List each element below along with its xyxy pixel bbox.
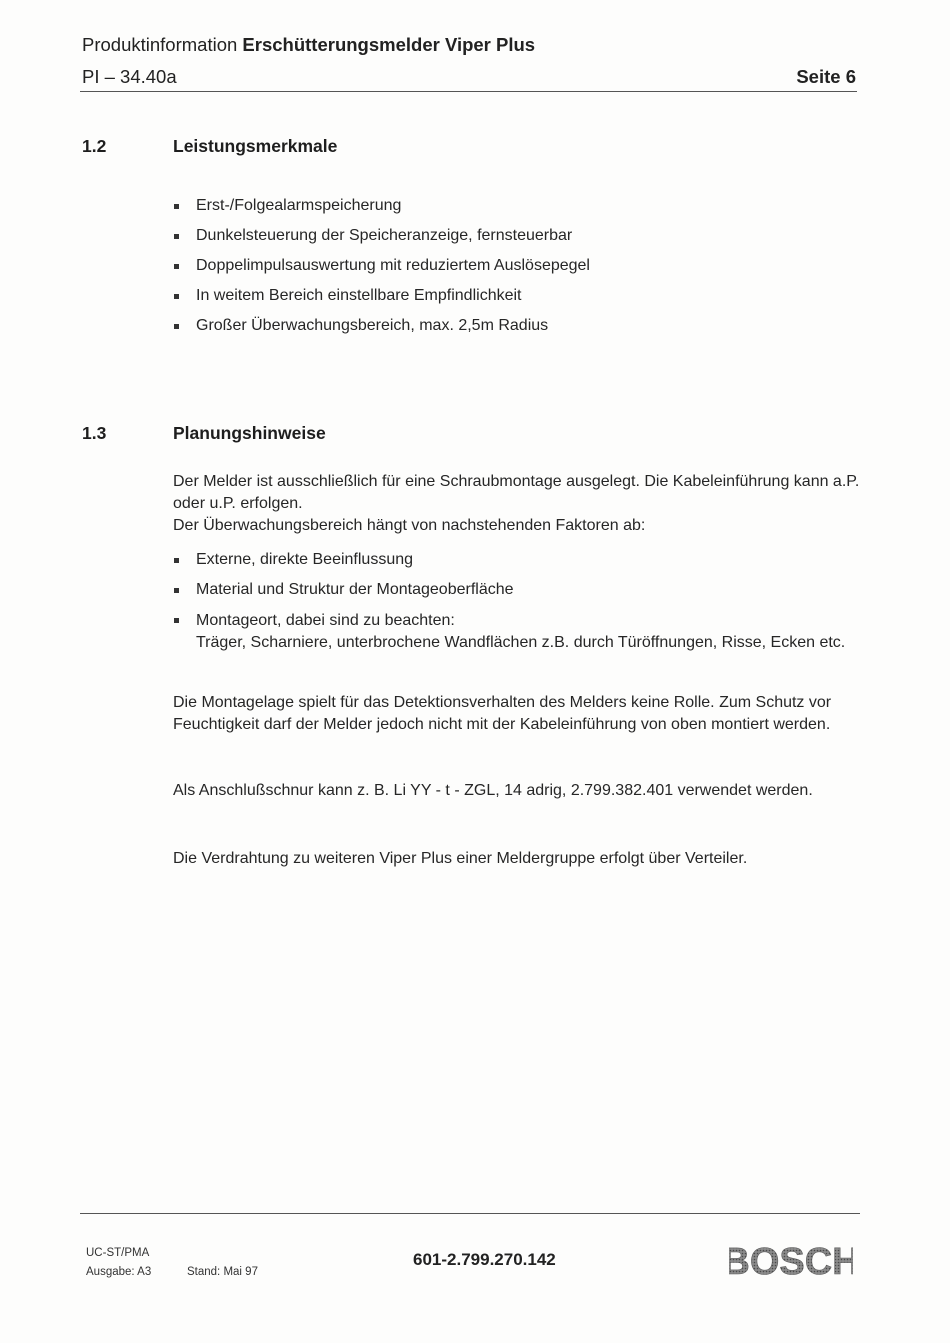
department-code: UC-ST/PMA	[86, 1247, 150, 1259]
features-list	[173, 196, 590, 336]
bosch-logo	[729, 1240, 853, 1285]
product-name: Erschütterungsmelder Viper Plus	[242, 34, 536, 55]
list-item-detail: Träger, Scharniere, unterbrochene Wandflächen z.B. durch Türöffnungen, Risse, Ecken etc.	[196, 633, 846, 651]
planning-intro: Der Melder ist ausschließlich für eine Schraubmontage ausgelegt. Die Kabeleinführung kann a.P. oder u.P. erfolgen.	[173, 473, 860, 512]
header-divider	[80, 91, 857, 92]
factors-list	[173, 550, 863, 653]
list-item	[173, 610, 863, 653]
wiring-paragraph: Die Verdrahtung zu weiteren Viper Plus einer Meldergruppe erfolgt über Verteiler.	[173, 850, 748, 867]
list-item: Erst-/Folgealarmspeicherung	[173, 196, 590, 216]
section-1-3-number: 1.3	[82, 423, 107, 443]
section-1-2-title: Leistungsmerkmale	[173, 136, 338, 156]
edition: Ausgabe: A3	[86, 1266, 152, 1278]
list-item-text: Montageort, dabei sind zu beachten:	[196, 612, 455, 629]
cable-paragraph: Als Anschlußschnur kann z. B. Li YY - t - ZGL, 14 adrig, 2.799.382.401 verwendet werden.	[173, 782, 813, 799]
svg-text:BOSCH: BOSCH	[729, 1241, 853, 1280]
section-1-3-title: Planungshinweise	[173, 423, 326, 443]
list-item: In weitem Bereich einstellbare Empfindlichkeit	[173, 286, 590, 306]
planning-factors-lead: Der Überwachungsbereich hängt von nachstehenden Faktoren ab:	[173, 517, 646, 534]
list-item: Großer Überwachungsbereich, max. 2,5m Radius	[173, 316, 590, 336]
header-prefix: Produktinformation	[82, 34, 238, 55]
list-item: Doppelimpulsauswertung mit reduziertem Auslösepegel	[173, 256, 590, 276]
list-item: Material und Struktur der Montageoberfläche	[173, 580, 863, 600]
issue-date: Stand: Mai 97	[187, 1266, 258, 1278]
section-1-2-number: 1.2	[82, 136, 107, 156]
mounting-paragraph: Die Montagelage spielt für das Detektionsverhalten des Melders keine Rolle. Zum Schutz vor Feuchtigkeit darf der Melder jedoch nicht mit der Kabeleinführung von oben montiert werden.	[173, 694, 832, 733]
list-item: Dunkelsteuerung der Speicheranzeige, fernsteuerbar	[173, 226, 590, 246]
list-item: Externe, direkte Beeinflussung	[173, 550, 863, 570]
footer-divider	[80, 1213, 860, 1214]
page-number: Seite 6	[796, 66, 856, 87]
document-header	[82, 34, 535, 56]
doc-id: PI – 34.40a	[82, 66, 177, 87]
document-number: 601-2.799.270.142	[413, 1250, 556, 1269]
